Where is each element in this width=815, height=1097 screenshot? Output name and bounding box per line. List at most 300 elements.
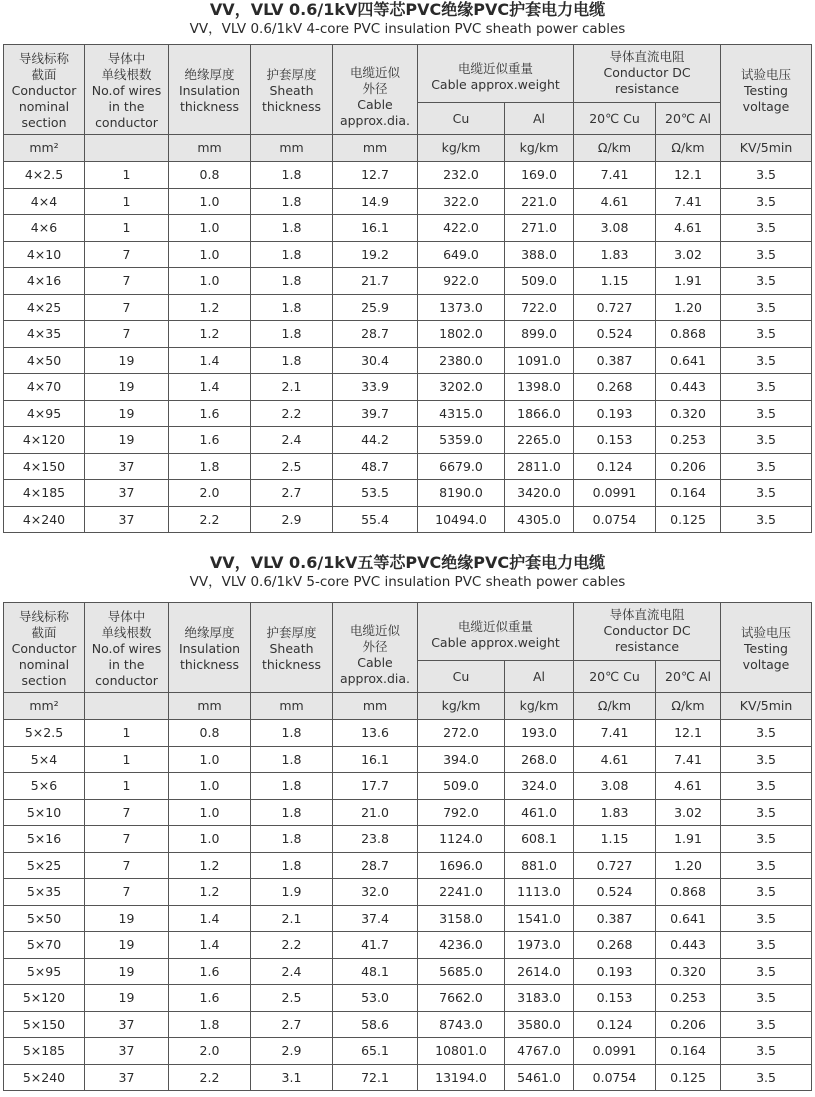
table-cell: 3.1 [251, 1064, 333, 1091]
table-cell: 41.7 [333, 932, 418, 959]
unit-cell: Ω/km [574, 135, 656, 162]
table-cell: 792.0 [418, 799, 505, 826]
table-cell: 7 [85, 321, 169, 348]
table-row [4, 241, 812, 268]
header-section: 导线标称 截面 Conductor nominal section [4, 603, 85, 693]
table-row [4, 400, 812, 427]
table-cell: 4×150 [4, 453, 85, 480]
table-cell: 322.0 [418, 188, 505, 215]
table-row [4, 480, 812, 507]
header-sheath: 护套厚度 Sheath thickness [251, 603, 333, 693]
table-cell: 13194.0 [418, 1064, 505, 1091]
unit-cell: KV/5min [721, 693, 812, 720]
table-cell: 2241.0 [418, 879, 505, 906]
table-cell: 2.4 [251, 427, 333, 454]
table-cell: 4×4 [4, 188, 85, 215]
table-row [4, 374, 812, 401]
table-cell: 72.1 [333, 1064, 418, 1091]
table-cell: 4×16 [4, 268, 85, 295]
table-cell: 0.124 [574, 1011, 656, 1038]
table-cell: 1.8 [251, 799, 333, 826]
table-cell: 1.0 [169, 773, 251, 800]
table-cell: 4×50 [4, 347, 85, 374]
table-cell: 2.2 [251, 400, 333, 427]
table-cell: 4.61 [656, 215, 721, 242]
table-cell: 4×2.5 [4, 162, 85, 189]
table-row [4, 427, 812, 454]
table-cell: 5×70 [4, 932, 85, 959]
unit-cell: Ω/km [574, 693, 656, 720]
table-cell: 1.6 [169, 958, 251, 985]
table-cell: 1 [85, 773, 169, 800]
unit-cell: kg/km [505, 693, 574, 720]
table-cell: 8190.0 [418, 480, 505, 507]
table-cell: 1.15 [574, 268, 656, 295]
table-cell: 1.8 [251, 241, 333, 268]
table-cell: 1 [85, 188, 169, 215]
table-cell: 2.1 [251, 374, 333, 401]
table-cell: 1.6 [169, 400, 251, 427]
table-cell: 3.5 [721, 879, 812, 906]
table-cell: 394.0 [418, 746, 505, 773]
table-cell: 7.41 [656, 746, 721, 773]
table-cell: 10801.0 [418, 1038, 505, 1065]
table-cell: 3.5 [721, 720, 812, 747]
unit-cell: mm [169, 135, 251, 162]
table-cell: 3.02 [656, 799, 721, 826]
table-cell: 2811.0 [505, 453, 574, 480]
table-cell: 1091.0 [505, 347, 574, 374]
table-cell: 4×70 [4, 374, 85, 401]
table-cell: 0.387 [574, 905, 656, 932]
table-cell: 3.5 [721, 905, 812, 932]
table-cell: 30.4 [333, 347, 418, 374]
table-cell: 1802.0 [418, 321, 505, 348]
table-cell: 2.5 [251, 985, 333, 1012]
table-cell: 0.268 [574, 932, 656, 959]
table-cell: 5685.0 [418, 958, 505, 985]
header-res-cu: 20℃ Cu [574, 661, 656, 693]
table-cell: 7 [85, 852, 169, 879]
header-sheath: 护套厚度 Sheath thickness [251, 45, 333, 135]
table-cell: 1.2 [169, 879, 251, 906]
table-cell: 3.5 [721, 162, 812, 189]
table-cell: 16.1 [333, 215, 418, 242]
table-cell: 1.8 [251, 162, 333, 189]
table-row [4, 852, 812, 879]
table-cell: 2.9 [251, 1038, 333, 1065]
header-wires: 导体中 单线根数 No.of wires in the conductor [85, 45, 169, 135]
table-cell: 5×2.5 [4, 720, 85, 747]
header-wires: 导体中 单线根数 No.of wires in the conductor [85, 603, 169, 693]
table-cell: 58.6 [333, 1011, 418, 1038]
table-cell: 3.5 [721, 506, 812, 533]
table-cell: 19 [85, 932, 169, 959]
table-cell: 39.7 [333, 400, 418, 427]
table-cell: 722.0 [505, 294, 574, 321]
table-row [4, 188, 812, 215]
table-cell: 2.9 [251, 506, 333, 533]
table-cell: 0.641 [656, 905, 721, 932]
unit-cell: kg/km [418, 693, 505, 720]
unit-cell [85, 135, 169, 162]
cable-spec-table [3, 602, 812, 1091]
table-cell: 4×35 [4, 321, 85, 348]
table-cell: 1.8 [251, 268, 333, 295]
unit-cell: mm [169, 693, 251, 720]
header-weight-cu: Cu [418, 661, 505, 693]
table-cell: 221.0 [505, 188, 574, 215]
unit-cell: mm [251, 693, 333, 720]
table-cell: 4315.0 [418, 400, 505, 427]
table-cell: 3.5 [721, 985, 812, 1012]
table-cell: 13.6 [333, 720, 418, 747]
unit-cell: mm [333, 135, 418, 162]
table-cell: 3.5 [721, 1064, 812, 1091]
table-cell: 3.5 [721, 773, 812, 800]
table-cell: 232.0 [418, 162, 505, 189]
table-cell: 1398.0 [505, 374, 574, 401]
table-cell: 272.0 [418, 720, 505, 747]
table-cell: 14.9 [333, 188, 418, 215]
unit-cell: Ω/km [656, 135, 721, 162]
table-cell: 1.0 [169, 241, 251, 268]
table-cell: 5×50 [4, 905, 85, 932]
table-row [4, 506, 812, 533]
header-res-al: 20℃ Al [656, 103, 721, 135]
table-cell: 5×10 [4, 799, 85, 826]
table-cell: 0.727 [574, 852, 656, 879]
table-cell: 4×10 [4, 241, 85, 268]
table-section-5core [0, 553, 815, 1097]
unit-cell: mm² [4, 693, 85, 720]
table-cell: 3.5 [721, 453, 812, 480]
table-cell: 1.2 [169, 852, 251, 879]
table-cell: 1.20 [656, 294, 721, 321]
table-cell: 17.7 [333, 773, 418, 800]
table-cell: 3.5 [721, 268, 812, 295]
header-weight-cu: Cu [418, 103, 505, 135]
table-row [4, 773, 812, 800]
table-cell: 8743.0 [418, 1011, 505, 1038]
table-cell: 16.1 [333, 746, 418, 773]
table-cell: 1.8 [251, 294, 333, 321]
table-row [4, 720, 812, 747]
table-cell: 169.0 [505, 162, 574, 189]
table-cell: 3.5 [721, 188, 812, 215]
table-cell: 2.2 [169, 506, 251, 533]
table-cell: 1.4 [169, 932, 251, 959]
table-cell: 0.0991 [574, 1038, 656, 1065]
table-cell: 3158.0 [418, 905, 505, 932]
table-cell: 1.6 [169, 985, 251, 1012]
table-cell: 5×240 [4, 1064, 85, 1091]
table-cell: 4767.0 [505, 1038, 574, 1065]
table-cell: 7662.0 [418, 985, 505, 1012]
table-cell: 7 [85, 241, 169, 268]
header-res-cu: 20℃ Cu [574, 103, 656, 135]
table-cell: 5×6 [4, 773, 85, 800]
header-voltage: 试验电压 Testing voltage [721, 603, 812, 693]
table-cell: 0.153 [574, 427, 656, 454]
table-cell: 0.320 [656, 400, 721, 427]
table-cell: 3.5 [721, 374, 812, 401]
unit-cell: Ω/km [656, 693, 721, 720]
table-cell: 0.443 [656, 374, 721, 401]
table-cell: 37 [85, 506, 169, 533]
table-cell: 1.8 [169, 1011, 251, 1038]
table-cell: 0.868 [656, 321, 721, 348]
table-cell: 1.6 [169, 427, 251, 454]
table-cell: 19 [85, 905, 169, 932]
table-cell: 1973.0 [505, 932, 574, 959]
table-title-en: VV，VLV 0.6/1kV 4-core PVC insulation PVC sheath power cables [189, 21, 626, 37]
table-cell: 1.8 [251, 852, 333, 879]
table-cell: 0.153 [574, 985, 656, 1012]
table-cell: 1.8 [251, 773, 333, 800]
table-cell: 21.7 [333, 268, 418, 295]
table-cell: 0.524 [574, 321, 656, 348]
table-cell: 1.0 [169, 826, 251, 853]
table-cell: 3420.0 [505, 480, 574, 507]
table-cell: 1.2 [169, 321, 251, 348]
table-cell: 1 [85, 215, 169, 242]
header-weight-al: Al [505, 103, 574, 135]
table-cell: 5×16 [4, 826, 85, 853]
table-cell: 3183.0 [505, 985, 574, 1012]
table-cell: 0.253 [656, 985, 721, 1012]
table-cell: 3.02 [656, 241, 721, 268]
table-row [4, 879, 812, 906]
table-cell: 3.5 [721, 480, 812, 507]
unit-cell: mm [251, 135, 333, 162]
table-cell: 37 [85, 480, 169, 507]
table-cell: 12.7 [333, 162, 418, 189]
table-cell: 422.0 [418, 215, 505, 242]
table-cell: 19 [85, 400, 169, 427]
table-cell: 0.253 [656, 427, 721, 454]
table-cell: 2.0 [169, 480, 251, 507]
table-cell: 3.5 [721, 1038, 812, 1065]
table-row [4, 1038, 812, 1065]
table-cell: 1113.0 [505, 879, 574, 906]
table-cell: 881.0 [505, 852, 574, 879]
table-cell: 5×150 [4, 1011, 85, 1038]
table-cell: 268.0 [505, 746, 574, 773]
table-cell: 3.5 [721, 932, 812, 959]
table-cell: 3.5 [721, 746, 812, 773]
table-cell: 509.0 [505, 268, 574, 295]
table-cell: 0.164 [656, 480, 721, 507]
table-cell: 608.1 [505, 826, 574, 853]
table-cell: 3.5 [721, 321, 812, 348]
table-cell: 899.0 [505, 321, 574, 348]
table-cell: 19 [85, 427, 169, 454]
table-cell: 1.0 [169, 746, 251, 773]
table-cell: 5×185 [4, 1038, 85, 1065]
table-cell: 1.2 [169, 294, 251, 321]
table-cell: 2265.0 [505, 427, 574, 454]
table-cell: 4×95 [4, 400, 85, 427]
table-cell: 1.8 [251, 347, 333, 374]
table-cell: 5×25 [4, 852, 85, 879]
table-cell: 19 [85, 374, 169, 401]
table-cell: 0.206 [656, 1011, 721, 1038]
table-cell: 37 [85, 1064, 169, 1091]
table-cell: 4236.0 [418, 932, 505, 959]
table-cell: 65.1 [333, 1038, 418, 1065]
table-cell: 19 [85, 958, 169, 985]
table-title-en: VV，VLV 0.6/1kV 5-core PVC insulation PVC sheath power cables [189, 574, 626, 590]
table-row [4, 905, 812, 932]
table-cell: 23.8 [333, 826, 418, 853]
table-title-cn: VV，VLV 0.6/1kV五等芯PVC绝缘PVC护套电力电缆 [209, 553, 606, 572]
table-row [4, 321, 812, 348]
table-cell: 1 [85, 720, 169, 747]
table-cell: 48.7 [333, 453, 418, 480]
table-cell: 0.443 [656, 932, 721, 959]
table-cell: 1.20 [656, 852, 721, 879]
table-cell: 4.61 [574, 188, 656, 215]
table-row [4, 215, 812, 242]
table-cell: 19.2 [333, 241, 418, 268]
unit-cell: mm² [4, 135, 85, 162]
table-row [4, 294, 812, 321]
table-cell: 0.320 [656, 958, 721, 985]
table-cell: 44.2 [333, 427, 418, 454]
table-cell: 4×25 [4, 294, 85, 321]
table-cell: 1.4 [169, 347, 251, 374]
table-cell: 1373.0 [418, 294, 505, 321]
table-cell: 2.0 [169, 1038, 251, 1065]
table-cell: 1.83 [574, 799, 656, 826]
table-cell: 388.0 [505, 241, 574, 268]
table-cell: 7.41 [574, 162, 656, 189]
table-cell: 5461.0 [505, 1064, 574, 1091]
table-cell: 4×185 [4, 480, 85, 507]
table-cell: 1.0 [169, 799, 251, 826]
table-cell: 0.193 [574, 958, 656, 985]
table-cell: 461.0 [505, 799, 574, 826]
table-row [4, 826, 812, 853]
table-cell: 3.5 [721, 1011, 812, 1038]
unit-cell: mm [333, 693, 418, 720]
table-cell: 0.0754 [574, 506, 656, 533]
table-cell: 7.41 [574, 720, 656, 747]
table-row [4, 453, 812, 480]
table-row [4, 958, 812, 985]
table-cell: 5×95 [4, 958, 85, 985]
table-cell: 509.0 [418, 773, 505, 800]
table-cell: 3.08 [574, 215, 656, 242]
table-cell: 0.387 [574, 347, 656, 374]
table-cell: 271.0 [505, 215, 574, 242]
table-cell: 193.0 [505, 720, 574, 747]
table-cell: 0.193 [574, 400, 656, 427]
table-cell: 1.8 [169, 453, 251, 480]
table-cell: 2.1 [251, 905, 333, 932]
table-cell: 28.7 [333, 852, 418, 879]
table-cell: 3202.0 [418, 374, 505, 401]
table-cell: 28.7 [333, 321, 418, 348]
table-cell: 2614.0 [505, 958, 574, 985]
header-weight: 电缆近似重量 Cable approx.weight [418, 45, 574, 103]
table-cell: 0.8 [169, 720, 251, 747]
table-cell: 1.8 [251, 215, 333, 242]
header-insulation: 绝缘厚度 Insulation thickness [169, 603, 251, 693]
table-cell: 4305.0 [505, 506, 574, 533]
table-cell: 0.727 [574, 294, 656, 321]
table-cell: 1.0 [169, 188, 251, 215]
table-cell: 0.268 [574, 374, 656, 401]
table-cell: 324.0 [505, 773, 574, 800]
table-cell: 7 [85, 879, 169, 906]
table-cell: 19 [85, 347, 169, 374]
header-voltage: 试验电压 Testing voltage [721, 45, 812, 135]
table-cell: 1.8 [251, 321, 333, 348]
table-cell: 1.0 [169, 215, 251, 242]
header-section: 导线标称 截面 Conductor nominal section [4, 45, 85, 135]
table-cell: 3.5 [721, 826, 812, 853]
table-cell: 25.9 [333, 294, 418, 321]
table-row [4, 932, 812, 959]
table-cell: 3.5 [721, 400, 812, 427]
table-cell: 0.124 [574, 453, 656, 480]
table-row [4, 162, 812, 189]
table-cell: 2.2 [251, 932, 333, 959]
table-cell: 0.206 [656, 453, 721, 480]
table-cell: 1.4 [169, 374, 251, 401]
table-cell: 48.1 [333, 958, 418, 985]
table-cell: 0.125 [656, 1064, 721, 1091]
header-resistance: 导体直流电阻 Conductor DC resistance [574, 603, 721, 661]
table-cell: 37 [85, 453, 169, 480]
table-cell: 2.2 [169, 1064, 251, 1091]
table-cell: 1.83 [574, 241, 656, 268]
table-cell: 4×120 [4, 427, 85, 454]
table-row [4, 1064, 812, 1091]
table-cell: 3.5 [721, 294, 812, 321]
header-weight: 电缆近似重量 Cable approx.weight [418, 603, 574, 661]
header-diameter: 电缆近似 外径 Cable approx.dia. [333, 45, 418, 135]
table-cell: 0.164 [656, 1038, 721, 1065]
table-cell: 1541.0 [505, 905, 574, 932]
table-cell: 7 [85, 799, 169, 826]
header-resistance: 导体直流电阻 Conductor DC resistance [574, 45, 721, 103]
table-cell: 7 [85, 268, 169, 295]
table-cell: 3.5 [721, 852, 812, 879]
table-cell: 7 [85, 826, 169, 853]
table-cell: 33.9 [333, 374, 418, 401]
cable-spec-table [3, 44, 812, 533]
table-row [4, 799, 812, 826]
table-cell: 1696.0 [418, 852, 505, 879]
table-cell: 0.868 [656, 879, 721, 906]
table-cell: 3.5 [721, 347, 812, 374]
table-cell: 37 [85, 1038, 169, 1065]
table-cell: 2.7 [251, 1011, 333, 1038]
table-cell: 6679.0 [418, 453, 505, 480]
table-cell: 0.125 [656, 506, 721, 533]
table-cell: 1.8 [251, 746, 333, 773]
header-diameter: 电缆近似 外径 Cable approx.dia. [333, 603, 418, 693]
table-cell: 12.1 [656, 720, 721, 747]
table-cell: 3.5 [721, 799, 812, 826]
table-cell: 4.61 [574, 746, 656, 773]
table-row [4, 746, 812, 773]
header-weight-al: Al [505, 661, 574, 693]
table-cell: 1.0 [169, 268, 251, 295]
